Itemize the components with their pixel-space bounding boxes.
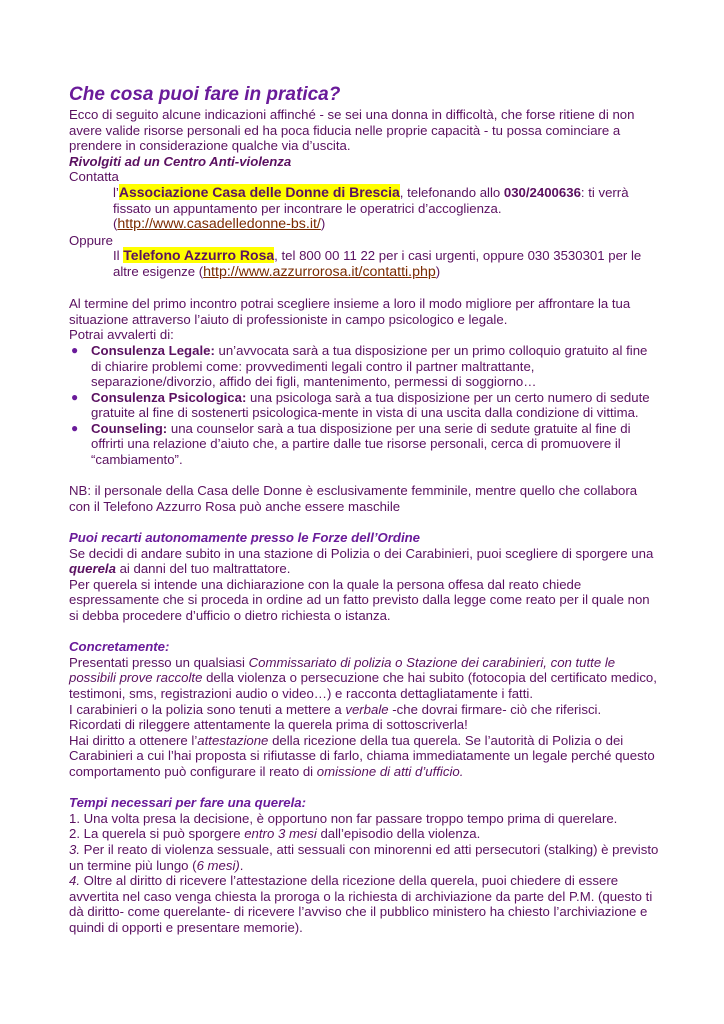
service-text: una counselor sarà a tua disposizione per una serie di sedute gratuite al fine di offrirti una relazione d’aiuto che, a partire dalle tue risorse personali, cerca di promuovere il “cambiamento”. [91, 420, 631, 468]
assoc-name-highlight: Associazione Casa delle Donne di Brescia [118, 183, 400, 200]
bullet-icon: ● [71, 389, 79, 404]
service-label: Consulenza Psicologica: [91, 389, 247, 405]
service-text: una psicologa sarà a tua disposizione per un certo numero di sedute gratuite al fine di sostenerti psicologica-mente in vista di una uscita dalla condizione di vittima. [91, 389, 650, 421]
assoc-prefix: l’ [113, 184, 119, 200]
nb-paragraph: NB: il personale della Casa delle Donne è esclusivamente femminile, mentre quello che collabora con il Telefono Azzurro Rosa può anche essere maschile [69, 483, 638, 514]
telefono-paragraph [69, 248, 659, 280]
list-item [69, 343, 659, 390]
conc-p2a: I carabinieri o la polizia sono tenuti a mettere a [69, 701, 346, 717]
oppure-label: Oppure [69, 232, 113, 248]
potrai-label: Potrai avvalerti di: [69, 327, 174, 343]
tel-prefix: Il [113, 248, 124, 264]
bullet-icon: ● [71, 342, 79, 357]
concretamente-paragraph-1 [69, 655, 659, 702]
tempi-l3n: 3. [69, 841, 80, 857]
concretamente-paragraph-3: Ricordati di rileggere attentamente la querela prima di sottoscriverla! [69, 717, 468, 733]
intro-paragraph: Ecco di seguito alcune indicazioni affinché - se sei una donna in difficoltà, che forse ritiene di non avere valide risorse personali ed ha poca fiducia nelle proprie capacità - tu possa cominciare a prendere in considerazione qualche via d’uscita. [69, 107, 635, 154]
tempi-l3a: Per il reato di violenza sessuale, atti sessuali con minorenni ed atti persecutori (stalking) è previsto un termine più lungo ( [69, 841, 659, 873]
tempi-item-4 [69, 873, 659, 935]
forze-paragraph-2: Per querela si intende una dichiarazione con la quale la persona offesa dal reato chiede espressamente che si proceda in ordine ad un fatto previsto dalla legge come reato per il quale non si debba procedere d’ufficio o dietro richiesta o istanza. [69, 576, 650, 623]
service-label: Consulenza Legale: [91, 342, 215, 358]
tempi-l3b: . [239, 857, 244, 873]
tempi-heading: Tempi necessari per fare una querela: [69, 795, 306, 811]
tel-close: ) [435, 263, 441, 279]
conc-p4i2: omissione di atti d’ufficio. [316, 763, 464, 779]
tempi-item-1: 1. Una volta presa la decisione, è opportuno non far passare troppo tempo prima di querelare. [69, 810, 618, 826]
assoc-text1: , telefonando allo [399, 184, 504, 200]
conc-p1b: della violenza o persecuzione che hai subito (fotocopia del certificato medico, testimoni, sms, registrazioni audio o video…) e racconta dettagliatamente i fatti. [69, 670, 657, 701]
concretamente-paragraph-4 [69, 733, 659, 780]
tempi-l4a: Oltre al diritto di ricevere l’attestazione della ricezione della querela, puoi chiedere di essere avvertita nel caso venga chiesta la proroga o la richiesta di archiviazione da parte del P.M. (questo ti dà diritto- come querelante- di ricevere l’avviso che il pubblico ministero ha chiesto l’archiviazione e quindi di opporti e presentare memorie). [69, 873, 653, 935]
conc-p2i: verbale [345, 701, 389, 717]
page-title: Che cosa puoi fare in pratica? [69, 84, 341, 105]
concretamente-paragraph-2 [69, 702, 659, 718]
tempi-l4n: 4. [69, 873, 80, 889]
service-text: un’avvocata sarà a tua disposizione per un primo colloquio gratuito al fine di chiarire problemi come: provvedimenti legali contro il partner maltrattante, separazione/divorzio, affido dei figli, mantenimento, permessi di soggiorno… [91, 342, 648, 390]
service-label: Counseling: [91, 420, 168, 436]
conc-p4a: Hai diritto a ottenere l’ [69, 732, 198, 748]
forze-heading: Puoi recarti autonomamente presso le Forze dell’Ordine [69, 530, 421, 546]
querela-term: querela [69, 561, 116, 577]
tempi-l2i: entro 3 mesi [244, 826, 317, 842]
conc-p1i: Commissariato di polizia o Stazione dei carabinieri, con tutte le possibili prove raccolte [69, 654, 616, 686]
contatta-label: Contatta [69, 169, 119, 185]
tel-name-highlight: Telefono Azzurro Rosa [123, 247, 275, 264]
forze-paragraph-1 [69, 546, 659, 577]
list-item [69, 421, 659, 468]
association-paragraph [69, 185, 659, 233]
al-termine-paragraph: Al termine del primo incontro potrai scegliere insieme a loro il modo migliore per affrontare la tua situazione attraverso l’aiuto di professioniste in campo psicologico e legale. [69, 296, 631, 327]
concretamente-heading: Concretamente: [69, 639, 170, 655]
conc-p2b: -che dovrai firmare- ciò che riferisci. [388, 701, 602, 717]
tempi-l2a: 2. La querela si può sporgere [69, 826, 245, 842]
tel-website-link[interactable]: http://www.azzurrorosa.it/contatti.php [203, 263, 436, 280]
conc-p4i: attestazione [197, 732, 269, 748]
list-item [69, 390, 659, 421]
bullet-icon: ● [71, 420, 79, 435]
assoc-website-link[interactable]: http://www.casadelledonne-bs.it/ [117, 216, 321, 233]
assoc-close: ) [320, 216, 326, 232]
centro-heading: Rivolgiti ad un Centro Anti-violenza [69, 153, 292, 169]
tempi-l3i: 6 mesi) [196, 857, 240, 873]
services-list [69, 343, 659, 468]
assoc-text2: : ti verrà fissato un appuntamento per incontrare le operatrici d’accoglienza. ( [113, 184, 629, 232]
forze-p1b: ai danni del tuo maltrattatore. [115, 561, 291, 577]
document-page [69, 84, 659, 935]
conc-p4b: della ricezione della tua querela. Se l’autorità di Polizia o dei Carabinieri a cui l’hai proposta si rifiutasse di farlo, chiama immediatamente un legale perché questo comportamento può configurare il reato di [69, 732, 655, 779]
tempi-item-2 [69, 826, 659, 842]
tempi-l2b: dall’episodio della violenza. [316, 826, 481, 842]
tel-text: , tel 800 00 11 22 per i casi urgenti, oppure 030 3530301 per le altre esigenze ( [113, 248, 642, 279]
conc-p1a: Presentati presso un qualsiasi [69, 654, 249, 670]
tempi-item-3 [69, 842, 659, 873]
forze-p1a: Se decidi di andare subito in una stazione di Polizia o dei Carabinieri, puoi scegliere di sporgere una [69, 545, 654, 561]
assoc-phone: 030/2400636 [503, 184, 581, 200]
